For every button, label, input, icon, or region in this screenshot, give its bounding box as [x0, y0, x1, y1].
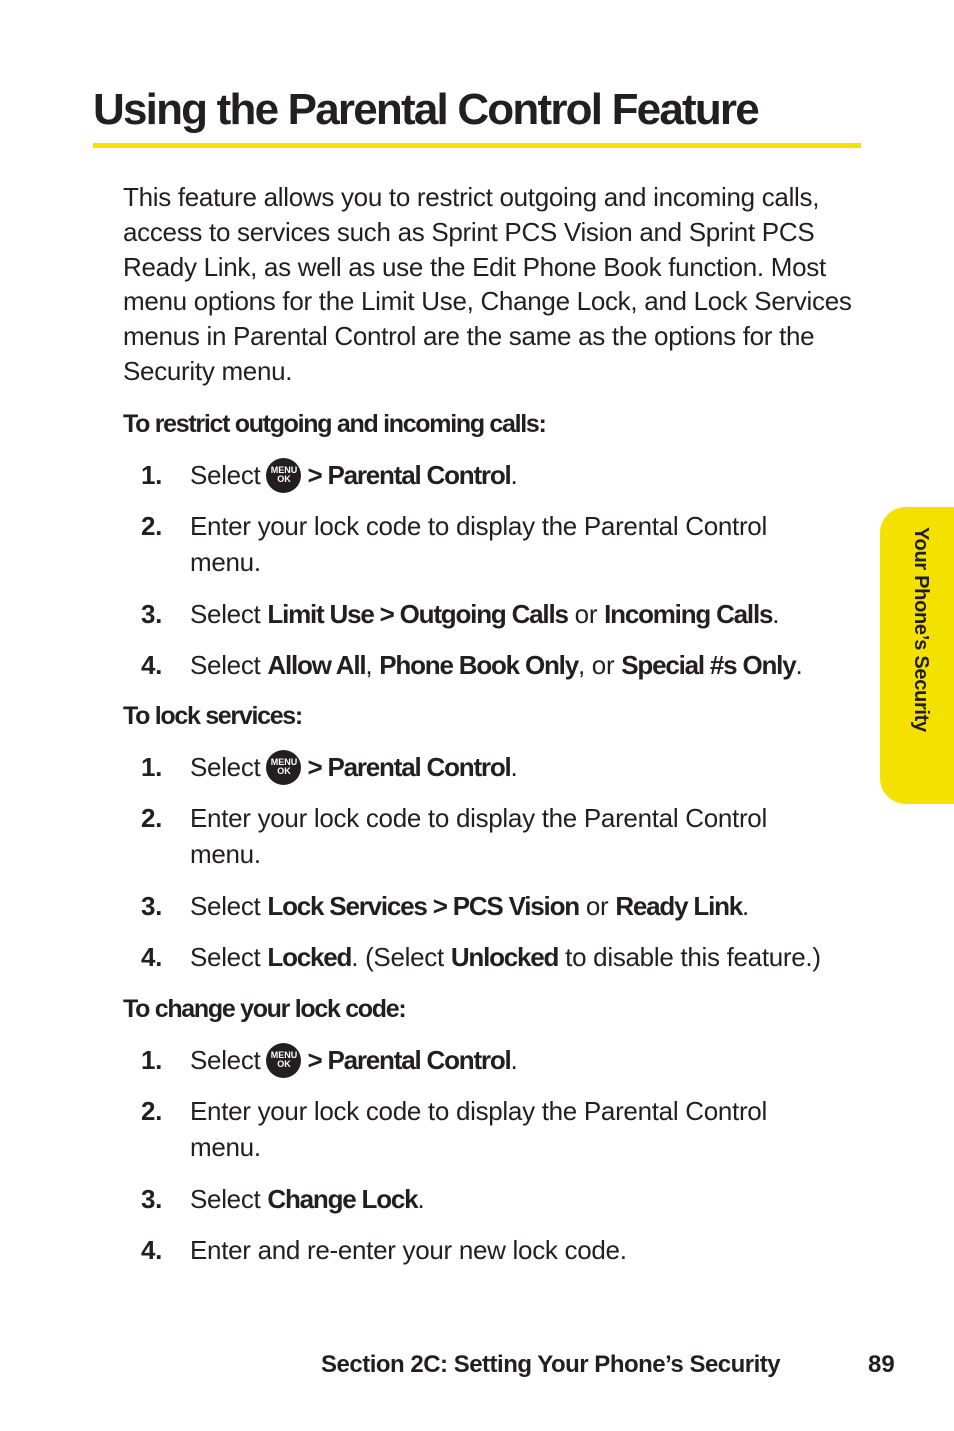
menu-option: Unlocked [450, 942, 559, 972]
step-number: 3. [141, 599, 163, 629]
menu-option: Locked [267, 942, 352, 972]
step-text: Enter your lock code to display the Parental Control menu. [190, 1096, 767, 1162]
lock-services-heading: To lock services: [123, 702, 302, 730]
menu-path: > Parental Control [307, 460, 511, 490]
menu-option: Phone Book Only [379, 650, 578, 680]
menu-option: Allow All [267, 650, 366, 680]
step-number: 2. [141, 803, 163, 833]
restrict-calls-heading: To restrict outgoing and incoming calls: [123, 410, 546, 438]
page-number: 89 [868, 1351, 895, 1378]
menu-option: Incoming Calls [604, 599, 773, 629]
menu-ok-key-icon: MENU OK [266, 458, 301, 493]
step-number: 4. [141, 650, 163, 680]
footer-section-title: Section 2C: Setting Your Phone’s Security [321, 1351, 781, 1378]
menu-path: > Parental Control [307, 752, 511, 782]
step-number: 1. [141, 752, 163, 782]
step-number: 2. [141, 1096, 163, 1126]
change-lock-code-heading: To change your lock code: [123, 995, 406, 1023]
step-number: 3. [141, 891, 163, 921]
menu-path: Lock Services > PCS Vision [267, 891, 579, 921]
menu-ok-key-icon: MENU OK [266, 1043, 301, 1078]
side-tab-label: Your Phone’s Security [910, 527, 932, 732]
title-rule [93, 143, 861, 148]
menu-path: Limit Use > Outgoing Calls [267, 599, 568, 629]
step-text: Enter your lock code to display the Parental Control menu. [190, 803, 767, 869]
step-number: 2. [141, 511, 163, 541]
step-text: Enter your lock code to display the Parental Control menu. [190, 511, 767, 577]
step-number: 3. [141, 1184, 163, 1214]
menu-ok-key-icon: MENU OK [266, 750, 301, 785]
step-number: 1. [141, 460, 163, 490]
menu-option: Change Lock [267, 1184, 418, 1214]
menu-option: Ready Link [615, 891, 743, 921]
menu-path: > Parental Control [307, 1045, 511, 1075]
menu-option: Special #s Only [621, 650, 796, 680]
step-text: Select [190, 460, 261, 490]
intro-paragraph: This feature allows you to restrict outgoing and incoming calls, access to services such as Sprint PCS Vision and Sprint PCS Ready Link, as well as use the Edit Phone Book function. Most menu options for the Limit Use, Change Lock, and Lock Services menus in Parental Control are the same as the options for the Security menu. [123, 182, 852, 386]
step-text: Enter and re-enter your new lock code. [190, 1235, 627, 1265]
page-title: Using the Parental Control Feature [93, 85, 758, 134]
section-side-tab [880, 507, 954, 804]
step-number: 4. [141, 942, 163, 972]
step-number: 1. [141, 1045, 163, 1075]
step-number: 4. [141, 1235, 163, 1265]
